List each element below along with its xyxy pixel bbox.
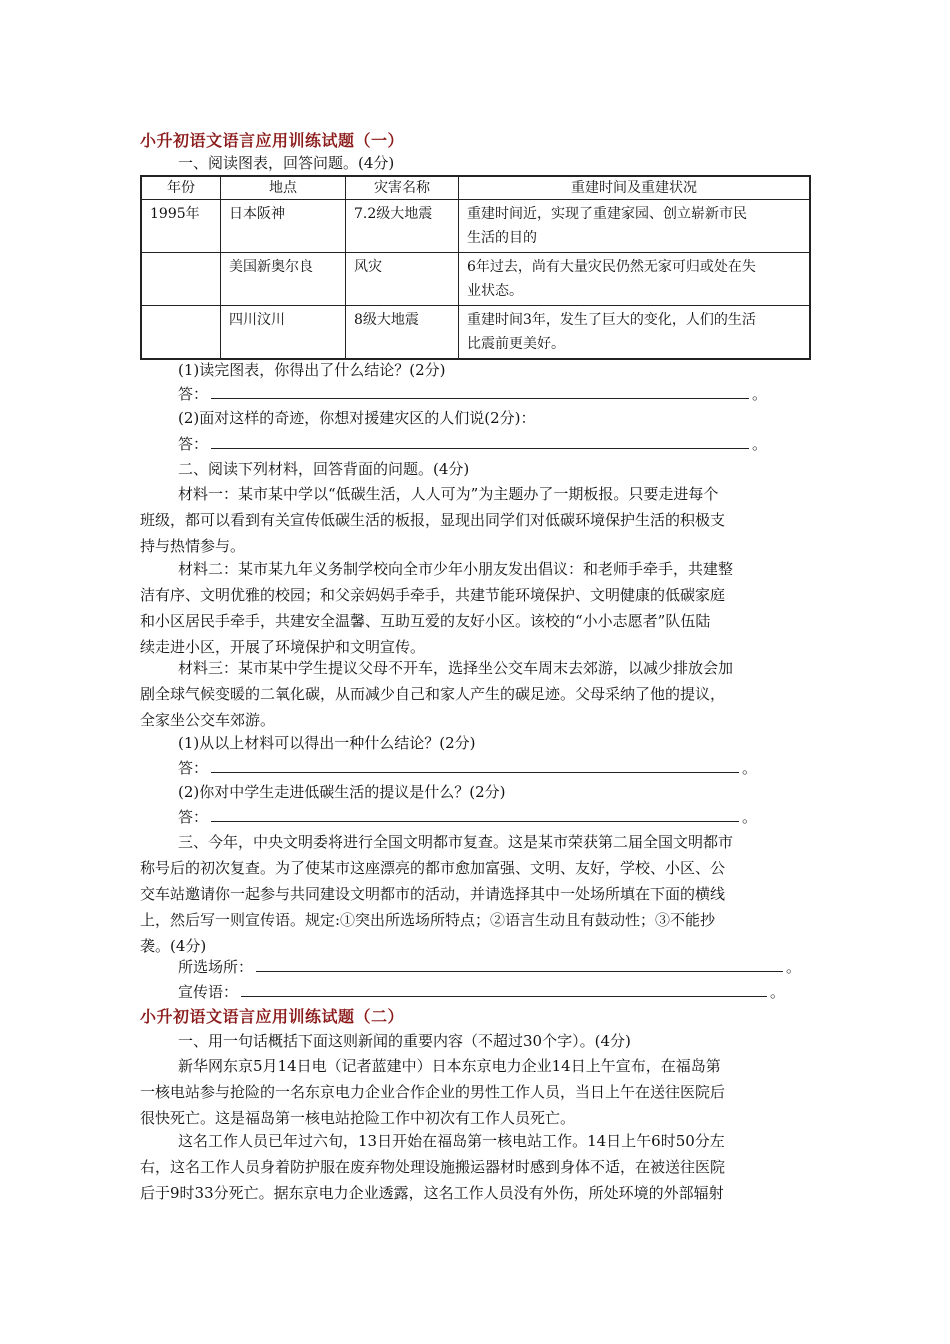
answer-blank[interactable] <box>211 805 739 822</box>
table-header-row <box>141 176 810 200</box>
cell-disaster: 7.2级大地震 <box>346 200 459 253</box>
cell-disaster: 8级大地震 <box>346 306 459 360</box>
answer-line-4: 答： 。 <box>178 805 757 829</box>
slogan-line: 宣传语： 。 <box>178 980 785 1004</box>
cell-disaster: 风灾 <box>346 253 459 306</box>
cell-year <box>141 306 221 360</box>
news-paragraph-1: 新华网东京5月14日电（记者蓝建中）日本东京电力企业14日上午宣布，在福岛第 一核电站参与抢险的一名东京电力企业合作企业的男性工作人员，当日上午在送往医院后 很快死亡。这是福岛第一核电站抢险工作中初次有工作人员死亡。 <box>140 1057 726 1127</box>
cell-place: 美国新奥尔良 <box>221 253 346 306</box>
place-line: 所选场所： 。 <box>178 955 801 979</box>
question-1-2: (2)面对这样的奇迹，你想对援建灾区的人们说(2分)： <box>178 409 536 427</box>
slogan-blank[interactable] <box>241 980 767 997</box>
cell-status: 6年过去，尚有大量灾民仍然无家可归或处在失 业状态。 <box>459 253 811 306</box>
q2-heading: 二、阅读下列材料，回答背面的问题。(4分) <box>178 460 470 478</box>
answer-blank[interactable] <box>211 756 739 773</box>
cell-status: 重建时间近，实现了重建家园、创立崭新市民 生活的目的 <box>459 200 811 253</box>
header-year: 年份 <box>141 176 221 200</box>
cell-status: 重建时间3年，发生了巨大的变化，人们的生活 比震前更美好。 <box>459 306 811 360</box>
answer-blank[interactable] <box>211 382 749 399</box>
section2-title: 小升初语文语言应用训练试题（二） <box>140 1007 405 1026</box>
question-2-2: (2)你对中学生走进低碳生活的提议是什么？(2分) <box>178 783 506 801</box>
table-row <box>141 200 810 253</box>
header-disaster: 灾害名称 <box>346 176 459 200</box>
section1-title: 小升初语文语言应用训练试题（一） <box>140 131 405 150</box>
answer-line-2: 答： 。 <box>178 432 767 456</box>
cell-year: 1995年 <box>141 200 221 253</box>
material-1: 材料一：某市某中学以“低碳生活，人人可为”为主题办了一期板报。只要走进每个 班级，都可以看到有关宣传低碳生活的板报，显现出同学们对低碳环境保护生活的积极支 持与热情参与。 <box>140 485 726 555</box>
material-2: 材料二：某市某九年义务制学校向全市少年小朋友发出倡议：和老师手牵手，共建整 洁有序、文明优雅的校园；和父亲妈妈手牵手，共建节能环境保护、文明健康的低碳家庭 和小区居民手牵手，共建安全温馨、互助互爱的友好小区。该校的“小小志愿者”队伍陆 续走进小区，开展了环境保护和文明宣传。 <box>140 560 734 656</box>
cell-place: 四川汶川 <box>221 306 346 360</box>
question-2-1: (1)从以上材料可以得出一种什么结论？(2分) <box>178 734 476 752</box>
cell-place: 日本阪神 <box>221 200 346 253</box>
question-1-1: (1)读完图表，你得出了什么结论？(2分) <box>178 361 446 379</box>
s2-q1-heading: 一、用一句话概括下面这则新闻的重要内容（不超过30个字）。(4分) <box>178 1032 631 1050</box>
news-paragraph-2: 这名工作人员已年过六旬，13日开始在福岛第一核电站工作。14日上午6时50分左 右，这名工作人员身着防护服在废弃物处理设施搬运器材时感到身体不适，在被送往医院 后于9时33分死亡。据东京电力企业透露，这名工作人员没有外伤，所处环境的外部辐射 <box>140 1132 726 1202</box>
header-place: 地点 <box>221 176 346 200</box>
q1-heading: 一、阅读图表，回答问题。(4分) <box>178 154 395 172</box>
header-status: 重建时间及重建状况 <box>459 176 811 200</box>
question-3: 三、今年，中央文明委将进行全国文明都市复查。这是某市荣获第二届全国文明都市 称号后的初次复查。为了使某市这座漂亮的都市愈加富强、文明、友好，学校、小区、公 交车站邀请你一起参与共同建设文明都市的活动，并请选择其中一处场所填在下面的横线 上，然后写一则宣传语。规定:①突出所选场所特点；②语言生动且有鼓动性；③不能抄 袭。(4分) <box>140 833 734 955</box>
place-blank[interactable] <box>256 955 783 972</box>
disaster-table <box>140 175 811 360</box>
material-3: 材料三：某市某中学生提议父母不开车，选择坐公交车周末去郊游，以减少排放会加 剧全球气候变暖的二氧化碳，从而减少自己和家人产生的碳足迹。父母采纳了他的提议， 全家坐公交车郊游。 <box>140 659 734 729</box>
answer-blank[interactable] <box>211 432 749 449</box>
answer-line-3: 答： 。 <box>178 756 757 780</box>
table-row <box>141 253 810 306</box>
answer-line-1: 答： 。 <box>178 382 767 406</box>
table-row <box>141 306 810 360</box>
cell-year <box>141 253 221 306</box>
